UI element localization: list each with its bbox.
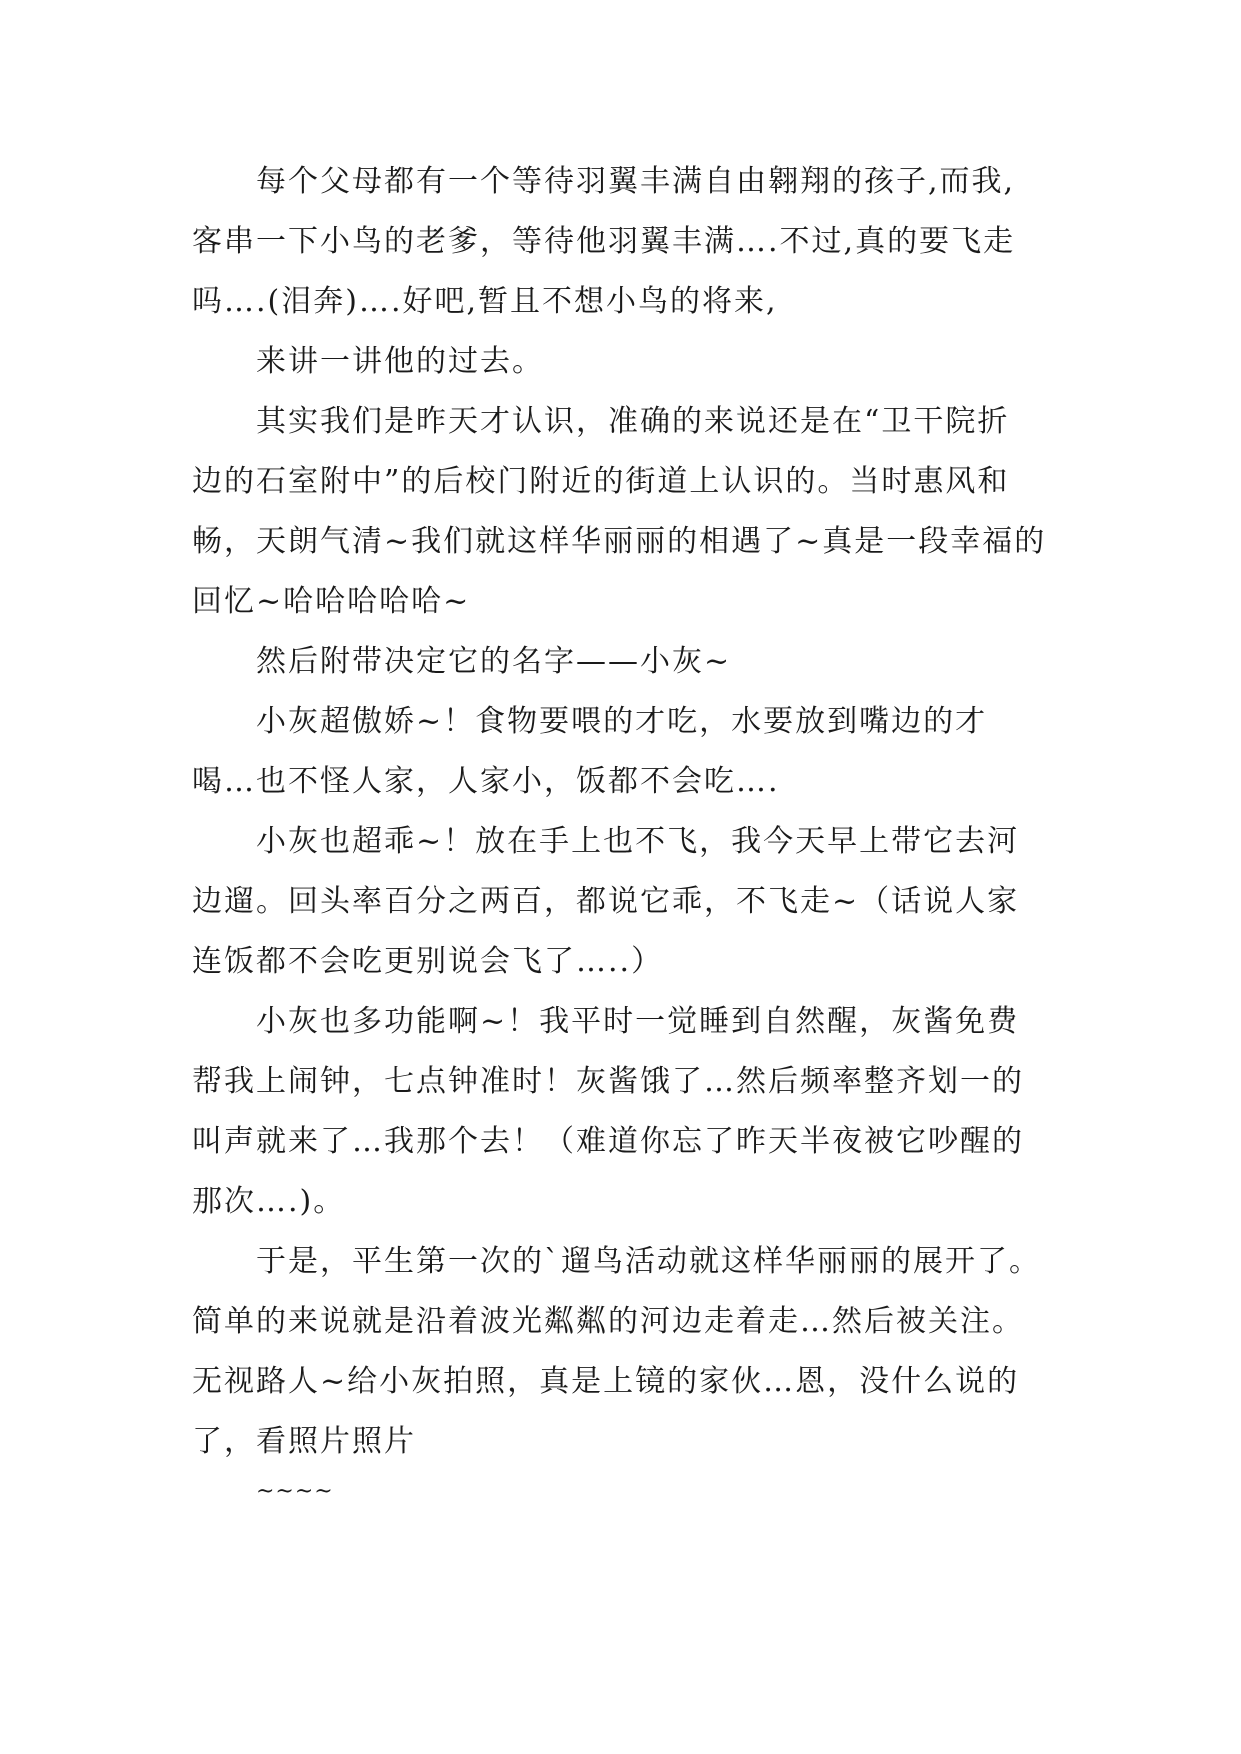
paragraph-line: 边遛。回头率百分之两百，都说它乖，不飞走~（话说人家 xyxy=(192,884,1020,919)
paragraph-line: 小灰也多功能啊~！我平时一觉睡到自然醒，灰酱免费 xyxy=(256,1004,1020,1039)
paragraph-line: 吗….(泪奔)….好吧,暂且不想小鸟的将来, xyxy=(192,284,778,319)
tilde-ending-line: ~~~~ xyxy=(256,1479,334,1504)
paragraph-line: 无视路人~给小灰拍照，真是上镜的家伙…恩，没什么说的 xyxy=(192,1364,1020,1399)
paragraph-line: 喝…也不怪人家，人家小，饭都不会吃…. xyxy=(192,764,780,799)
paragraph-line: 连饭都不会吃更别说会飞了…..） xyxy=(192,944,664,979)
paragraph-line: 回忆~哈哈哈哈哈~ xyxy=(192,584,471,619)
paragraph-line: 简单的来说就是沿着波光粼粼的河边走着走…然后被关注。 xyxy=(192,1304,1024,1339)
paragraph-line: 帮我上闹钟，七点钟准时！灰酱饿了…然后频率整齐划一的 xyxy=(192,1064,1024,1099)
paragraph-line: 其实我们是昨天才认识，准确的来说还是在“卫干院折 xyxy=(256,404,1010,439)
paragraph-line: 畅，天朗气清~我们就这样华丽丽的相遇了~真是一段幸福的 xyxy=(192,524,1047,559)
paragraph-line: 然后附带决定它的名字——小灰~ xyxy=(256,644,732,679)
paragraph-line: 那次….)。 xyxy=(192,1184,346,1219)
paragraph-line: 叫声就来了…我那个去！（难道你忘了昨天半夜被它吵醒的 xyxy=(192,1124,1024,1159)
paragraph-line: 了，看照片照片 xyxy=(192,1424,416,1459)
paragraph-line: 小灰超傲娇~！食物要喂的才吃，水要放到嘴边的才 xyxy=(256,704,988,739)
paragraph-line: 来讲一讲他的过去。 xyxy=(256,344,544,379)
paragraph-line: 于是，平生第一次的`遛鸟活动就这样华丽丽的展开了。 xyxy=(256,1244,1041,1279)
paragraph-line: 小灰也超乖~！放在手上也不飞，我今天早上带它去河 xyxy=(256,824,1020,859)
paragraph-line: 客串一下小鸟的老爹，等待他羽翼丰满….不过,真的要飞走 xyxy=(192,224,1016,259)
document-body xyxy=(192,152,1092,1512)
paragraph-line: 每个父母都有一个等待羽翼丰满自由翱翔的孩子,而我, xyxy=(256,164,1016,199)
paragraph-line: 边的石室附中”的后校门附近的街道上认识的。当时惠风和 xyxy=(192,464,1010,499)
